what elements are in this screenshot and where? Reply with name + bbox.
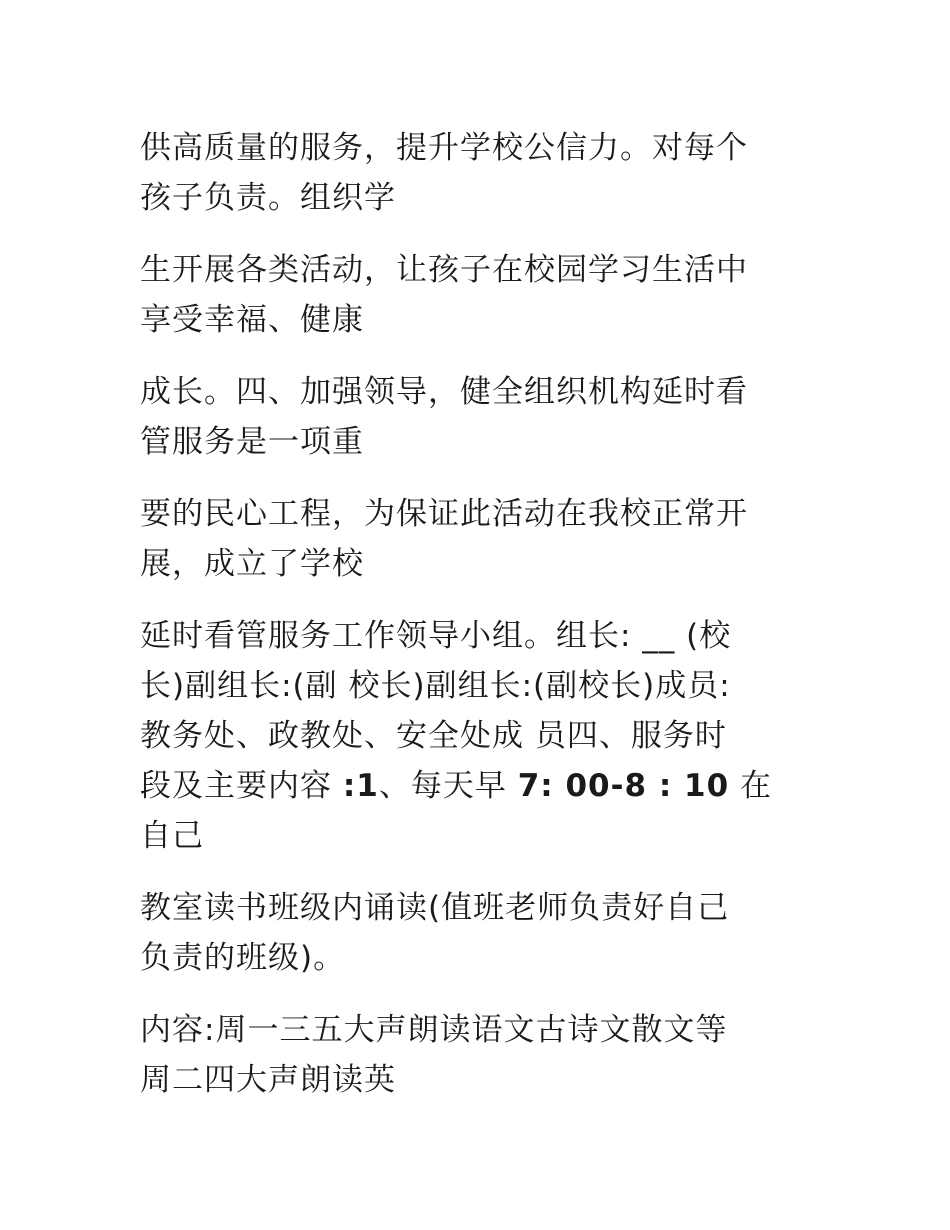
paragraph-6 xyxy=(140,883,820,983)
text-segment: 、每天早 xyxy=(378,768,518,804)
text-line: 供高质量的服务，提升学校公信力。对每个 xyxy=(140,130,748,166)
text-line: 长)副组长:(副 校长)副组长:(副校长)成员: xyxy=(140,668,731,704)
paragraph-1 xyxy=(140,123,820,223)
text-segment-bold: :1 xyxy=(342,768,379,804)
paragraph-7 xyxy=(140,1005,820,1105)
paragraph-2 xyxy=(140,245,820,345)
text-line: 负责的班级)。 xyxy=(140,940,346,976)
text-line: 延时看管服务工作领导小组。组长: __ (校 xyxy=(140,618,732,654)
paragraph-3 xyxy=(140,367,820,467)
text-line: 内容:周一三五大声朗读语文古诗文散文等 xyxy=(140,1012,728,1048)
text-line: 周二四大声朗读英 xyxy=(140,1062,396,1098)
paragraph-5 xyxy=(140,611,820,861)
time-range: 7: 00-8 : 10 xyxy=(517,768,730,804)
text-line-schedule xyxy=(140,761,820,811)
text-line: 管服务是一项重 xyxy=(140,424,364,460)
text-line: 生开展各类活动，让孩子在校园学习生活中 xyxy=(140,252,748,288)
paragraph-4 xyxy=(140,489,820,589)
text-line: 教室读书班级内诵读(值班老师负责好自己 xyxy=(140,890,730,926)
text-line: 展，成立了学校 xyxy=(140,546,364,582)
text-segment: 在 xyxy=(729,768,773,804)
text-line: 孩子负责。组织学 xyxy=(140,180,396,216)
text-line: 享受幸福、健康 xyxy=(140,302,364,338)
text-line: 自己 xyxy=(140,818,204,854)
document-body xyxy=(140,123,820,1127)
text-segment: 段及主要内容 xyxy=(140,768,343,804)
text-line: 教务处、政教处、安全处成 员四、服务时 xyxy=(140,718,727,754)
text-line: 要的民心工程，为保证此活动在我校正常开 xyxy=(140,496,748,532)
text-line: 成长。四、加强领导，健全组织机构延时看 xyxy=(140,374,748,410)
